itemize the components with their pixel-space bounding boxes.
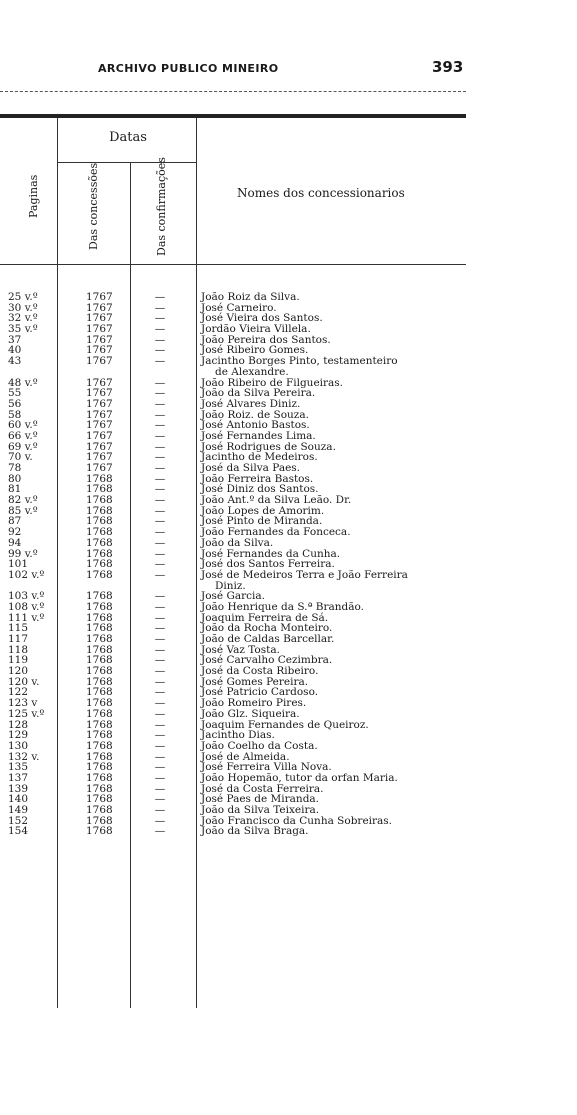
page-ref: 115	[8, 622, 29, 635]
table-row	[0, 356, 470, 377]
confirmation-dash: —	[154, 675, 166, 688]
page-ref: 132 v.	[8, 750, 40, 763]
header-concessoes	[87, 162, 100, 250]
concession-year: 1768	[86, 536, 113, 549]
concession-year: 1767	[86, 323, 113, 336]
page-ref: 118	[8, 643, 29, 656]
confirmation-dash: —	[154, 547, 166, 560]
concessionaire-name-text: José Pinto de Miranda.	[201, 515, 323, 528]
concessionaire-name-text: José Alvares Diniz.	[201, 397, 301, 410]
confirmation-dash: —	[154, 408, 166, 421]
header-rule	[0, 91, 466, 92]
page-ref: 99 v.º	[8, 547, 38, 560]
confirmation-dash: —	[154, 825, 166, 838]
page-ref: 122	[8, 686, 29, 699]
confirmation-dash: —	[154, 440, 166, 453]
concession-year: 1768	[86, 504, 113, 517]
page-ref: 92	[8, 526, 22, 539]
concession-year: 1767	[86, 376, 113, 389]
confirmation-dash: —	[154, 622, 166, 635]
table-row	[0, 570, 470, 591]
page-ref: 37	[8, 333, 22, 346]
concessionaire-name-text: José Carneiro.	[201, 301, 277, 314]
page-ref: 120	[8, 665, 29, 678]
confirmation-dash: —	[154, 761, 166, 774]
concession-year: 1768	[86, 793, 113, 806]
concessionaire-name-text: João da Silva Teixeira.	[201, 804, 320, 817]
page-ref: 111 v.º	[8, 611, 45, 624]
concession-year: 1767	[86, 312, 113, 325]
concession-year: 1768	[86, 633, 113, 646]
concessionaire-name-text: João da Silva.	[201, 536, 274, 549]
confirmation-dash: —	[154, 697, 166, 710]
confirmation-dash: —	[154, 750, 166, 763]
concession-year: 1767	[86, 397, 113, 410]
concession-year: 1768	[86, 665, 113, 678]
confirmation-dash: —	[154, 536, 166, 549]
table-top-rule	[0, 114, 466, 118]
confirmation-dash: —	[154, 504, 166, 517]
confirmation-dash: —	[154, 707, 166, 720]
page-ref: 135	[8, 761, 29, 774]
page-ref: 30 v.º	[8, 301, 38, 314]
confirmation-dash: —	[154, 323, 166, 336]
concessionaire-name-text: José Patricio Cardoso.	[201, 686, 319, 699]
page-ref: 101	[8, 558, 29, 571]
concession-year: 1767	[86, 355, 113, 368]
concessionaire-name-text: José Gomes Pereira.	[201, 675, 309, 688]
confirmation-dash: —	[154, 387, 166, 400]
concession-year: 1768	[86, 804, 113, 817]
page-ref: 87	[8, 515, 22, 528]
concession-year: 1767	[86, 429, 113, 442]
confirmation-dash: —	[154, 301, 166, 314]
concessionaire-name-text: João da Silva Braga.	[201, 825, 309, 838]
page-ref: 85 v.º	[8, 504, 38, 517]
page-ref: 154	[8, 825, 29, 838]
confirmation-dash: —	[154, 494, 166, 507]
confirmation-dash: —	[154, 568, 166, 581]
concessionaire-name-text: João Henrique da S.ª Brandão.	[201, 600, 365, 613]
concessionaire-name-text: João Pereira dos Santos.	[201, 333, 331, 346]
concession-year: 1768	[86, 825, 113, 838]
confirmation-dash: —	[154, 526, 166, 539]
confirmation-dash: —	[154, 355, 166, 368]
confirmation-dash: —	[154, 312, 166, 325]
concessionaire-name-text: José Ribeiro Gomes.	[201, 344, 309, 357]
page-ref: 82 v.º	[8, 494, 38, 507]
header-nomes: Nomes dos concessionarios	[237, 186, 405, 200]
concession-year: 1768	[86, 729, 113, 742]
page-ref: 130	[8, 739, 29, 752]
concession-year: 1768	[86, 558, 113, 571]
concession-year: 1768	[86, 718, 113, 731]
page-ref: 80	[8, 472, 22, 485]
confirmation-dash: —	[154, 804, 166, 817]
concessionaire-name-text: João Fernandes da Fonceca.	[201, 526, 351, 539]
concessionaire-name	[201, 356, 463, 377]
page-ref: 119	[8, 654, 29, 667]
concessionaire-name-text: José Carvalho Cezimbra.	[201, 654, 333, 667]
confirmation-dash: —	[154, 739, 166, 752]
confirmation-dash: —	[154, 814, 166, 827]
page-ref: 43	[8, 355, 22, 368]
concession-year: 1768	[86, 611, 113, 624]
concession-year: 1768	[86, 526, 113, 539]
concessionaire-name-text: João da Rocha Monteiro.	[201, 622, 333, 635]
concession-year: 1768	[86, 761, 113, 774]
confirmation-dash: —	[154, 291, 166, 303]
page-ref: 149	[8, 804, 29, 817]
concessionaire-name-text: José de Almeida.	[201, 750, 290, 763]
page-ref: 48 v.º	[8, 376, 38, 389]
concession-year: 1768	[86, 643, 113, 656]
concession-year: 1767	[86, 291, 113, 303]
confirmation-dash: —	[154, 333, 166, 346]
concessionaire-name-text: João Romeiro Pires.	[201, 697, 307, 710]
page-ref: 69 v.º	[8, 440, 38, 453]
concession-year: 1768	[86, 771, 113, 784]
concession-year: 1768	[86, 472, 113, 485]
header-confirmacoes-label: Das confirmações	[155, 157, 168, 256]
confirmation-dash: —	[154, 600, 166, 613]
concessionaire-name-text: João Ant.º da Silva Leão. Dr.	[201, 494, 352, 507]
concession-year: 1768	[86, 483, 113, 496]
page-ref: 32 v.º	[8, 312, 38, 325]
page-ref: 70 v.	[8, 451, 33, 464]
confirmation-dash: —	[154, 462, 166, 475]
confirmation-dash: —	[154, 611, 166, 624]
page-ref: 55	[8, 387, 22, 400]
concession-year: 1767	[86, 408, 113, 421]
page-ref: 78	[8, 462, 22, 475]
confirmation-dash: —	[154, 590, 166, 603]
concession-year: 1768	[86, 686, 113, 699]
page-ref: 60 v.º	[8, 419, 38, 432]
concessionaire-name-text: José Vaz Tosta.	[201, 643, 280, 656]
page-ref: 140	[8, 793, 29, 806]
page-ref: 137	[8, 771, 29, 784]
concessionaire-name-text: João Ribeiro de Filgueiras.	[201, 376, 344, 389]
page-ref: 152	[8, 814, 29, 827]
concessionaire-name-text: José Garcia.	[201, 590, 265, 603]
confirmation-dash: —	[154, 782, 166, 795]
datas-underline	[58, 162, 196, 163]
page-ref: 129	[8, 729, 29, 742]
concessionaire-name-text: João Glz. Siqueira.	[201, 707, 300, 720]
concessionaire-name-text: José Diniz dos Santos.	[201, 483, 319, 496]
concessionaire-name-text: João da Silva Pereira.	[201, 387, 316, 400]
concessionaire-name-text: João Francisco da Cunha Sobreiras.	[201, 814, 393, 827]
concessionaire-name-text: José da Costa Ribeiro.	[201, 665, 319, 678]
concession-year: 1768	[86, 707, 113, 720]
confirmation-dash: —	[154, 665, 166, 678]
concession-year: 1768	[86, 739, 113, 752]
concessionaire-name-text: José Rodrigues de Souza.	[201, 440, 336, 453]
concessionaire-name	[201, 570, 463, 591]
header-paginas: Paginas	[27, 174, 40, 218]
concession-year: 1768	[86, 547, 113, 560]
confirmation-dash: —	[154, 686, 166, 699]
page-ref: 123 v	[8, 697, 38, 710]
header-concessoes-label: Das concessões	[87, 162, 100, 250]
confirmation-dash: —	[154, 558, 166, 571]
page-ref: 125 v.º	[8, 707, 45, 720]
concession-year: 1767	[86, 440, 113, 453]
confirmation-dash: —	[154, 633, 166, 646]
concessionaire-name-text: José Ferreira Villa Nova.	[201, 761, 332, 774]
page-number: 393	[432, 58, 464, 76]
running-head	[0, 58, 577, 82]
concessionaire-name-text: João Coelho da Costa.	[201, 739, 318, 752]
concessionaire-name-text: Joaquim Fernandes de Queiroz.	[201, 718, 369, 731]
concession-year: 1767	[86, 451, 113, 464]
concession-year: 1768	[86, 600, 113, 613]
page-ref: 81	[8, 483, 22, 496]
page-ref: 103 v.º	[8, 590, 45, 603]
page-ref: 108 v.º	[8, 600, 45, 613]
table-row	[0, 826, 470, 837]
concession-year: 1767	[86, 387, 113, 400]
page-ref: 139	[8, 782, 29, 795]
concession-year: 1768	[86, 782, 113, 795]
concessionaire-name-text: Jacintho Borges Pinto, testamenteiro	[201, 355, 398, 368]
concession-year: 1768	[86, 675, 113, 688]
concession-year: 1767	[86, 344, 113, 357]
confirmation-dash: —	[154, 472, 166, 485]
confirmation-dash: —	[154, 376, 166, 389]
confirmation-dash: —	[154, 771, 166, 784]
concession-year: 1768	[86, 515, 113, 528]
page-ref: 25 v.º	[8, 291, 38, 303]
confirmation-dash: —	[154, 729, 166, 742]
confirmation-dash: —	[154, 643, 166, 656]
page-ref: 120 v.	[8, 675, 40, 688]
header-bottom-rule	[0, 264, 466, 265]
concessionaire-name-text: Jacintho de Medeiros.	[201, 451, 318, 464]
header-datas: Datas	[109, 130, 147, 145]
concessionaire-name-text: José Fernandes Lima.	[201, 429, 316, 442]
page-ref: 102 v.º	[8, 568, 45, 581]
page-ref: 56	[8, 397, 22, 410]
concessionaire-name-text: João de Caldas Barcellar.	[201, 633, 335, 646]
concessionaire-name-text: João Roiz da Silva.	[201, 291, 300, 303]
confirmation-dash: —	[154, 483, 166, 496]
concessionaire-name-text: José Fernandes da Cunha.	[201, 547, 341, 560]
page-ref: 94	[8, 536, 22, 549]
concessionaire-name-continuation: Diniz.	[215, 579, 246, 592]
concessionaire-name-text: José Vieira dos Santos.	[201, 312, 323, 325]
header-confirmacoes	[155, 157, 168, 256]
concession-year: 1767	[86, 419, 113, 432]
concession-year: 1768	[86, 654, 113, 667]
concession-year: 1768	[86, 750, 113, 763]
concessionaire-name-text: Joaquim Ferreira de Sá.	[201, 611, 329, 624]
confirmation-dash: —	[154, 419, 166, 432]
concessionaire-name-text: João Ferreira Bastos.	[201, 472, 314, 485]
running-title: ARCHIVO PUBLICO MINEIRO	[98, 62, 279, 75]
concessionaire-name-text: José da Silva Paes.	[201, 462, 301, 475]
concessionaire-name-text: José Paes de Miranda.	[201, 793, 320, 806]
concession-year: 1767	[86, 462, 113, 475]
concessionaire-name	[201, 826, 463, 837]
confirmation-dash: —	[154, 718, 166, 731]
page-ref: 66 v.º	[8, 429, 38, 442]
confirmation-dash: —	[154, 654, 166, 667]
page-ref: 35 v.º	[8, 323, 38, 336]
page-ref: 40	[8, 344, 22, 357]
concession-year: 1768	[86, 494, 113, 507]
concessionaire-name-continuation: de Alexandre.	[215, 365, 289, 378]
confirmation-dash: —	[154, 429, 166, 442]
concession-year: 1768	[86, 568, 113, 581]
page-ref: 117	[8, 633, 29, 646]
page-ref: 58	[8, 408, 22, 421]
page-ref: 128	[8, 718, 29, 731]
concessionaire-name-text: João Roiz. de Souza.	[201, 408, 309, 421]
confirmation-dash: —	[154, 344, 166, 357]
concessionaire-name-text: José de Medeiros Terra e João Ferreira	[201, 568, 408, 581]
concession-year: 1768	[86, 814, 113, 827]
confirmation-dash: —	[154, 793, 166, 806]
concession-year: 1768	[86, 622, 113, 635]
concession-year: 1768	[86, 590, 113, 603]
concessionaire-name-text: João Hopemão, tutor da orfan Maria.	[201, 771, 398, 784]
table-body	[0, 292, 470, 837]
concessionaire-name-text: José da Costa Ferreira.	[201, 782, 324, 795]
confirmation-dash: —	[154, 515, 166, 528]
concessionaire-name-text: Jordão Vieira Villela.	[201, 323, 311, 336]
confirmation-dash: —	[154, 451, 166, 464]
concessionaire-name-text: José Antonio Bastos.	[201, 419, 310, 432]
confirmation-dash: —	[154, 397, 166, 410]
concessionaire-name-text: Jacintho Dias.	[201, 729, 275, 742]
concessionaire-name-text: João Lopes de Amorim.	[201, 504, 325, 517]
concession-year: 1767	[86, 301, 113, 314]
concessionaire-name-text: José dos Santos Ferreira.	[201, 558, 335, 571]
concession-year: 1768	[86, 697, 113, 710]
concession-year: 1767	[86, 333, 113, 346]
